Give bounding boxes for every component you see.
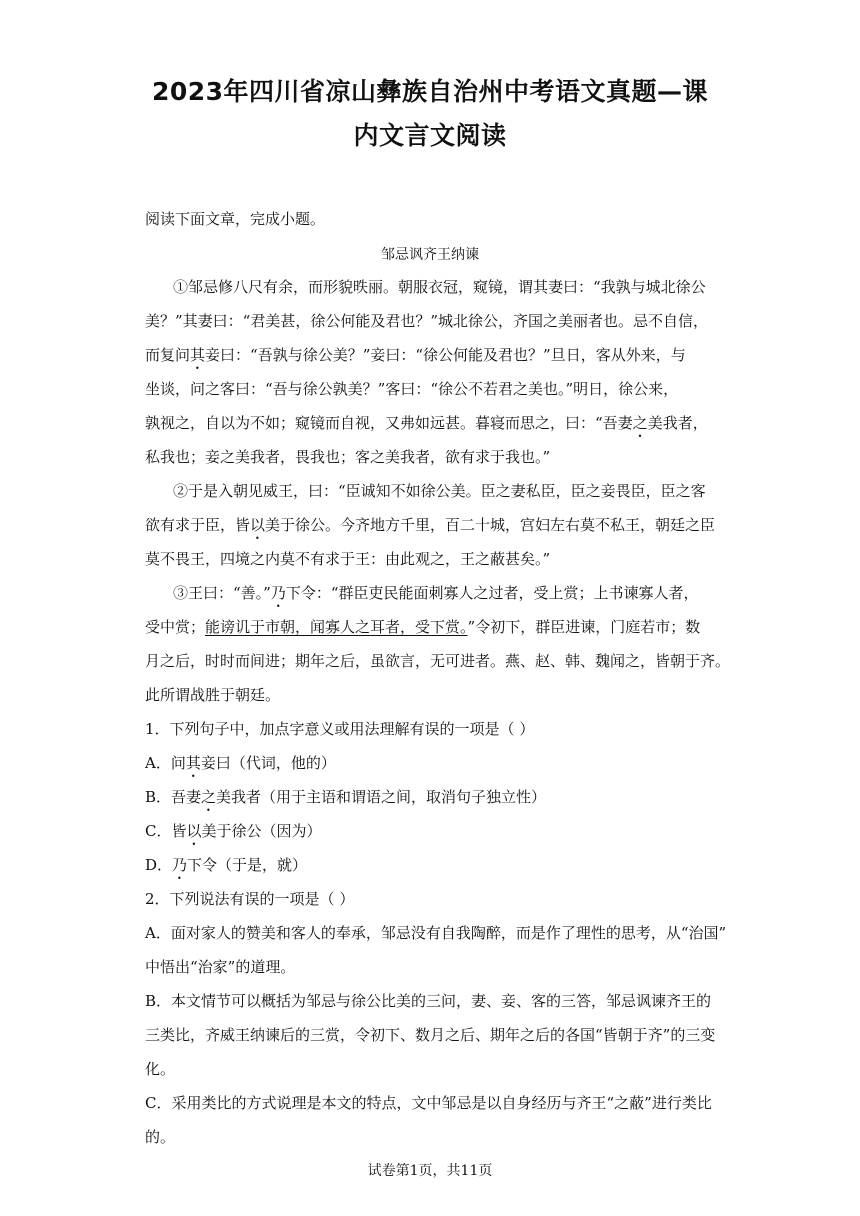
option-c: C．皆以美于徐公（因为） bbox=[145, 822, 322, 840]
document-title-line-1: 2023年四川省凉山彝族自治州中考语文真题—课 bbox=[151, 77, 709, 106]
text-line: 而复问其妾曰：“吾孰与徐公美？”妾曰：“徐公何能及君也？”旦日，客从外来，与 bbox=[145, 346, 686, 364]
dotted-char: 以 bbox=[250, 516, 266, 534]
option-d: D．乃下令（于是，就） bbox=[145, 856, 308, 874]
dotted-char: 其 bbox=[185, 754, 201, 772]
dotted-char: 乃 bbox=[172, 856, 188, 874]
option-a-cont: 中悟出“治家”的道理。 bbox=[145, 958, 296, 976]
dotted-char: 其 bbox=[190, 346, 206, 364]
dotted-char: 以 bbox=[186, 822, 202, 840]
page-footer: 试卷第1页，共11页 bbox=[367, 1163, 493, 1179]
option-a: A．面对家人的赞美和客人的奉承，邹忌没有自我陶醉，而是作了理性的思考，从“治国” bbox=[145, 924, 727, 942]
text-line: 欲有求于臣，皆以美于徐公。今齐地方千里，百二十城，宫妇左右莫不私王，朝廷之臣 bbox=[145, 516, 716, 534]
text-line: ③王曰：“善。”乃下令：“群臣吏民能面刺寡人之过者，受上赏；上书谏寡人者， bbox=[173, 584, 699, 602]
text-line: 坐谈，问之客曰：“吾与徐公孰美？”客曰：“徐公不若君之美也。”明日，徐公来， bbox=[145, 380, 679, 398]
question-stem: 2．下列说法有误的一项是（ ） bbox=[145, 890, 355, 908]
text-line: 美？”其妻曰：“君美甚，徐公何能及君也？”城北徐公，齐国之美丽者也。忌不自信， bbox=[145, 312, 709, 330]
instruction: 阅读下面文章，完成小题。 bbox=[145, 210, 326, 228]
dotted-char: 之 bbox=[632, 414, 648, 432]
option-c-cont: 的。 bbox=[145, 1128, 176, 1146]
text-line: 莫不畏王，四境之内莫不有求于王：由此观之，王之蔽甚矣。” bbox=[145, 550, 551, 568]
document-title-line-2: 内文言文阅读 bbox=[353, 121, 507, 150]
option-b-cont: 化。 bbox=[145, 1060, 176, 1078]
text-line: 私我也；妾之美我者，畏我也；客之美我者，欲有求于我也。” bbox=[145, 448, 551, 466]
text-line: 月之后，时时而间进；期年之后，虽欲言，无可进者。燕、赵、韩、魏闻之，皆朝于齐。 bbox=[145, 652, 731, 670]
underlined-sentence: 能谤讥于市朝，闻寡人之耳者，受下赏。 bbox=[205, 618, 468, 636]
option-b: B．本文情节可以概括为邹忌与徐公比美的三问，妻、妾、客的三答，邹忌讽谏齐王的 bbox=[145, 992, 712, 1010]
passage-title: 邹忌讽齐王纳谏 bbox=[381, 247, 479, 263]
option-b-cont: 三类比，齐威王纳谏后的三赏，令初下、数月之后、期年之后的各国“皆朝于齐”的三变 bbox=[145, 1026, 716, 1044]
text-line: 孰视之，自以为不如；窥镜而自视，又弗如远甚。暮寝而思之，曰：“吾妻之美我者， bbox=[145, 414, 708, 432]
text-line: 此所谓战胜于朝廷。 bbox=[145, 686, 281, 704]
dotted-char: 之 bbox=[201, 788, 217, 806]
question-stem: 1．下列句子中，加点字意义或用法理解有误的一项是（ ） bbox=[145, 720, 535, 738]
option-b: B．吾妻之美我者（用于主语和谓语之间，取消句子独立性） bbox=[145, 788, 547, 806]
text-line: ①邹忌修八尺有余，而形貌昳丽。朝服衣冠，窥镜，谓其妻曰：“我孰与城北徐公 bbox=[173, 278, 706, 296]
dotted-char: 乃 bbox=[270, 584, 286, 602]
option-c: C．采用类比的方式说理是本文的特点，文中邹忌是以自身经历与齐王“之蔽”进行类比 bbox=[145, 1094, 712, 1112]
text-line: ②于是入朝见威王，曰：“臣诚知不如徐公美。臣之妻私臣，臣之妾畏臣，臣之客 bbox=[173, 482, 706, 500]
option-a: A．问其妾曰（代词，他的） bbox=[145, 754, 336, 772]
text-line: 受中赏；能谤讥于市朝，闻寡人之耳者，受下赏。”令初下，群臣进谏，门庭若市；数 bbox=[145, 618, 701, 636]
